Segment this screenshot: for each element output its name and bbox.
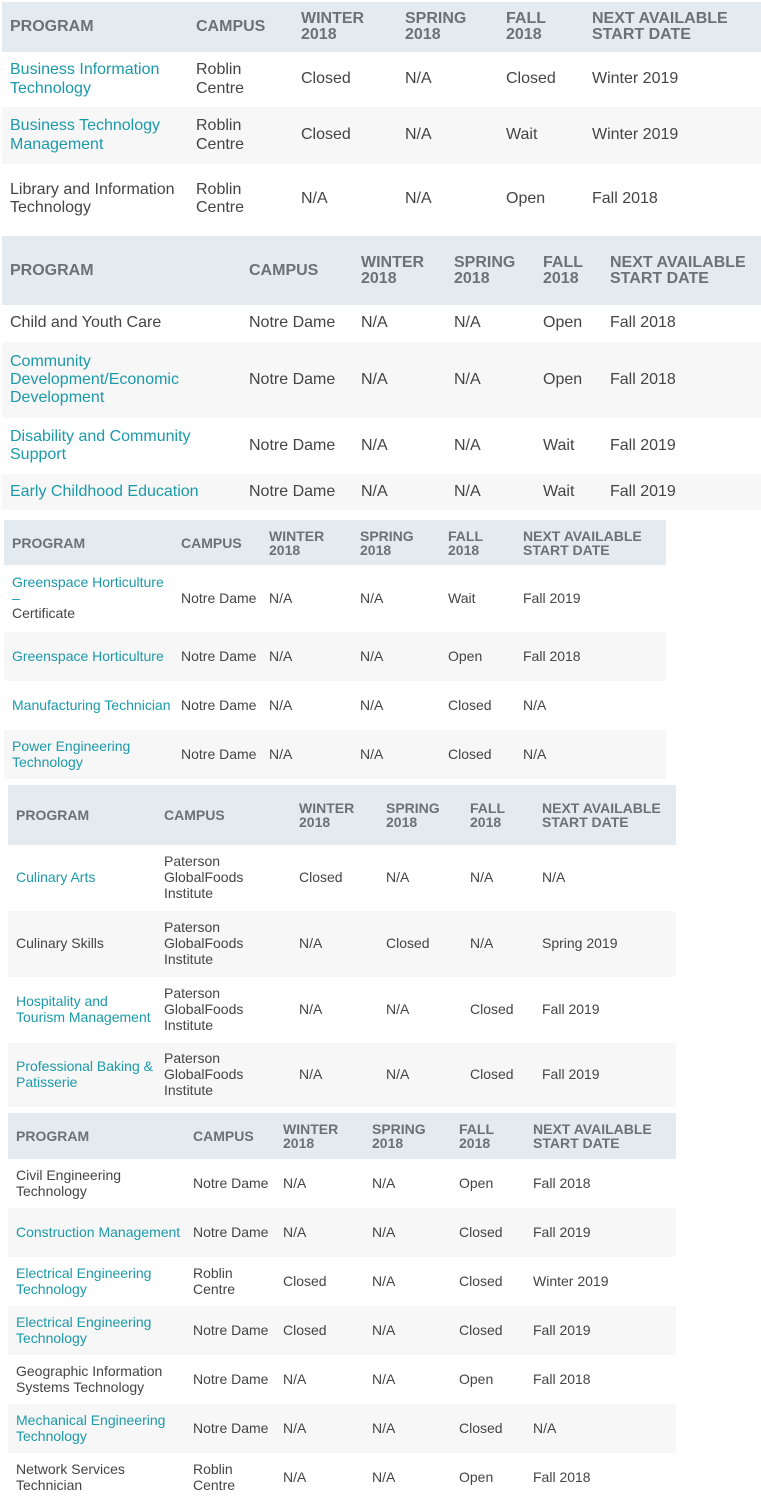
campus-cell: Notre Dame <box>249 436 336 454</box>
table-header-row <box>8 785 676 845</box>
campus-cell: Roblin Centre <box>188 107 293 164</box>
next-start-cell: Fall 2018 <box>533 1370 591 1387</box>
table-header-row <box>2 236 761 305</box>
fall-2018-cell: Closed <box>462 1043 534 1107</box>
campus-cell: Paterson GlobalFoods Institute <box>164 853 244 901</box>
table-row <box>4 632 666 681</box>
program-cell[interactable] <box>8 1306 185 1355</box>
table-row <box>2 342 761 418</box>
header-winter-2018: WINTER 2018 <box>291 785 378 845</box>
campus-cell: Notre Dame <box>241 474 353 510</box>
program-name: Civil Engineering Technology <box>16 1167 122 1199</box>
spring-2018-cell: N/A <box>360 589 384 606</box>
next-start-cell: Fall 2019 <box>610 436 676 454</box>
program-link[interactable]: Power Engineering Technology <box>12 738 131 770</box>
program-cell[interactable] <box>2 418 241 474</box>
table-row <box>8 1043 676 1107</box>
winter-2018-cell: N/A <box>269 589 293 606</box>
table-row <box>8 977 676 1043</box>
spring-2018-cell: N/A <box>364 1404 451 1453</box>
header-winter-2018: WINTER 2018 <box>293 2 397 52</box>
program-cell[interactable] <box>8 1404 185 1453</box>
program-name: Culinary Skills <box>16 936 104 952</box>
program-cell <box>8 1453 185 1502</box>
program-cell <box>8 911 156 977</box>
table-row <box>2 107 761 164</box>
spring-2018-cell: N/A <box>397 107 498 164</box>
program-cell <box>2 164 188 234</box>
spring-2018-cell: N/A <box>360 696 384 713</box>
header-winter-2018: WINTER 2018 <box>353 236 446 305</box>
fall-2018-cell: Closed <box>448 696 492 713</box>
next-start-cell: Fall 2019 <box>525 1306 676 1355</box>
campus-cell: Paterson GlobalFoods Institute <box>156 1043 291 1107</box>
spring-2018-cell: N/A <box>352 730 440 779</box>
winter-2018-cell: N/A <box>275 1208 364 1257</box>
next-start-cell: Winter 2019 <box>592 70 679 88</box>
table-row <box>8 1208 676 1257</box>
winter-2018-cell: N/A <box>283 1174 307 1191</box>
next-start-cell: N/A <box>515 730 666 779</box>
fall-2018-cell: Closed <box>451 1208 525 1257</box>
program-cell[interactable] <box>4 565 173 632</box>
header-next-available: NEXT AVAILABLE START DATE <box>525 1113 676 1159</box>
spring-2018-cell: N/A <box>352 632 440 681</box>
fall-2018-cell: Open <box>543 314 583 332</box>
header-spring-2018: SPRING 2018 <box>378 785 462 845</box>
campus-cell: Paterson GlobalFoods Institute <box>164 985 244 1033</box>
spring-2018-cell: N/A <box>405 189 432 207</box>
header-next-available: NEXT AVAILABLE START DATE <box>602 236 761 305</box>
spring-2018-cell: N/A <box>364 1306 451 1355</box>
next-start-cell: Fall 2018 <box>592 189 658 207</box>
header-spring-2018: SPRING 2018 <box>397 2 498 52</box>
campus-cell: Roblin Centre <box>193 1460 236 1493</box>
table-row <box>8 1404 676 1453</box>
fall-2018-cell: N/A <box>462 911 534 977</box>
spring-2018-cell: N/A <box>372 1272 396 1289</box>
table-row <box>8 1453 676 1502</box>
next-start-cell: Fall 2019 <box>525 1208 676 1257</box>
next-start-cell: Fall 2018 <box>610 314 676 332</box>
fall-2018-cell: Closed <box>440 730 515 779</box>
header-winter-2018: WINTER 2018 <box>275 1113 364 1159</box>
campus-cell: Notre Dame <box>193 1174 269 1191</box>
campus-cell: Notre Dame <box>181 589 257 606</box>
table-row <box>8 1159 676 1208</box>
fall-2018-cell: Closed <box>506 70 556 88</box>
next-start-cell: N/A <box>525 1404 676 1453</box>
campus-cell: Notre Dame <box>185 1404 275 1453</box>
winter-2018-cell: N/A <box>353 342 446 418</box>
program-link[interactable]: Community Development/Economic Development <box>10 352 179 407</box>
header-program: PROGRAM <box>2 2 188 52</box>
next-start-cell: Winter 2019 <box>584 107 761 164</box>
fall-2018-cell: N/A <box>470 869 494 886</box>
program-link[interactable]: Mechanical Engineering Technology <box>16 1412 166 1444</box>
spring-2018-cell: N/A <box>446 474 535 510</box>
spring-2018-cell: N/A <box>364 1208 451 1257</box>
program-cell[interactable] <box>8 1043 156 1107</box>
program-link[interactable]: Disability and Community Support <box>10 427 191 463</box>
fall-2018-cell: Open <box>459 1174 494 1191</box>
campus-cell: Roblin Centre <box>196 61 245 97</box>
winter-2018-cell: N/A <box>261 730 352 779</box>
table-header-row <box>8 1113 676 1159</box>
program-table-4 <box>8 785 676 1107</box>
header-campus: CAMPUS <box>173 520 261 565</box>
campus-cell: Notre Dame <box>173 632 261 681</box>
table-row <box>8 911 676 977</box>
winter-2018-cell: Closed <box>283 1272 327 1289</box>
campus-cell: Notre Dame <box>241 342 353 418</box>
program-link[interactable]: Electrical Engineering Technology <box>16 1314 152 1346</box>
program-link[interactable]: Electrical Engineering Technology <box>16 1265 152 1297</box>
program-cell[interactable] <box>4 730 173 779</box>
next-start-cell: Winter 2019 <box>533 1272 609 1289</box>
program-link[interactable]: Construction Management <box>16 1224 181 1240</box>
header-spring-2018: SPRING 2018 <box>352 520 440 565</box>
fall-2018-cell: Wait <box>448 589 476 606</box>
spring-2018-cell: N/A <box>386 869 410 886</box>
table-row <box>8 1257 676 1306</box>
header-program: PROGRAM <box>2 236 241 305</box>
winter-2018-cell: N/A <box>361 314 388 332</box>
program-cell[interactable] <box>8 1208 185 1257</box>
program-cell[interactable] <box>8 1257 185 1306</box>
winter-2018-cell: N/A <box>269 696 293 713</box>
winter-2018-cell: N/A <box>275 1404 364 1453</box>
spring-2018-cell: N/A <box>454 314 481 332</box>
table-row <box>2 474 761 510</box>
header-next-available: NEXT AVAILABLE START DATE <box>515 520 666 565</box>
winter-2018-cell: N/A <box>261 632 352 681</box>
header-next-available: NEXT AVAILABLE START DATE <box>584 2 761 52</box>
program-link[interactable]: Hospitality and Tourism Management <box>16 994 151 1025</box>
program-cell[interactable] <box>4 681 173 730</box>
next-start-cell: Fall 2019 <box>542 1001 600 1018</box>
header-fall-2018: FALL 2018 <box>535 236 602 305</box>
campus-cell: Notre Dame <box>173 730 261 779</box>
spring-2018-cell: N/A <box>454 436 481 454</box>
fall-2018-cell: Open <box>506 189 546 207</box>
spring-2018-cell: N/A <box>372 1174 396 1191</box>
table-row <box>2 52 761 107</box>
campus-cell: Notre Dame <box>181 696 257 713</box>
winter-2018-cell: N/A <box>291 1043 378 1107</box>
fall-2018-cell: Open <box>459 1370 494 1387</box>
campus-cell: Roblin Centre <box>196 180 245 216</box>
fall-2018-cell: Open <box>535 342 602 418</box>
next-start-cell: Fall 2018 <box>602 342 761 418</box>
program-link[interactable]: Early Childhood Education <box>10 482 199 500</box>
program-name: Geographic Information Systems Technology <box>16 1363 163 1395</box>
program-cell[interactable] <box>2 474 241 510</box>
next-start-cell: Fall 2018 <box>515 632 666 681</box>
spring-2018-cell: Closed <box>378 911 462 977</box>
header-program: PROGRAM <box>4 520 173 565</box>
header-fall-2018: FALL 2018 <box>498 2 584 52</box>
winter-2018-cell: N/A <box>361 436 388 454</box>
program-table-1 <box>2 2 761 234</box>
winter-2018-cell: Closed <box>293 107 397 164</box>
campus-cell: Roblin Centre <box>193 1264 236 1297</box>
program-cell[interactable] <box>8 845 156 911</box>
table-row <box>2 164 761 234</box>
header-spring-2018: SPRING 2018 <box>364 1113 451 1159</box>
next-start-cell: N/A <box>523 696 547 713</box>
campus-cell: Notre Dame <box>193 1370 269 1387</box>
program-table-3 <box>4 520 666 779</box>
header-campus: CAMPUS <box>185 1113 275 1159</box>
table-header-row <box>4 520 666 565</box>
program-table-5 <box>8 1113 676 1502</box>
table-row <box>8 845 676 911</box>
spring-2018-cell: N/A <box>446 342 535 418</box>
header-campus: CAMPUS <box>188 2 293 52</box>
next-start-cell: Spring 2019 <box>534 911 676 977</box>
header-fall-2018: FALL 2018 <box>462 785 534 845</box>
fall-2018-cell: Closed <box>459 1272 503 1289</box>
fall-2018-cell: Wait <box>543 436 575 454</box>
winter-2018-cell: N/A <box>301 189 328 207</box>
program-link[interactable]: Greenspace Horticulture <box>12 648 164 664</box>
fall-2018-cell: Closed <box>451 1404 525 1453</box>
program-link[interactable]: Business Technology Management <box>10 117 161 153</box>
header-fall-2018: FALL 2018 <box>440 520 515 565</box>
program-link[interactable]: Professional Baking & Patisserie <box>16 1059 153 1090</box>
winter-2018-cell: N/A <box>299 1001 323 1018</box>
next-start-cell: Fall 2018 <box>533 1468 591 1485</box>
program-cell <box>2 305 241 342</box>
program-link[interactable]: Manufacturing Technician <box>12 697 171 713</box>
campus-cell: Notre Dame <box>249 314 336 332</box>
program-cell <box>8 1159 185 1208</box>
program-link[interactable]: Business Information Technology <box>10 61 160 97</box>
program-link[interactable]: Greenspace Horticulture – <box>12 574 164 606</box>
spring-2018-cell: N/A <box>405 70 432 88</box>
header-winter-2018: WINTER 2018 <box>261 520 352 565</box>
header-next-available: NEXT AVAILABLE START DATE <box>534 785 676 845</box>
program-cell[interactable] <box>4 632 173 681</box>
program-cell[interactable] <box>2 52 188 107</box>
header-program: PROGRAM <box>8 785 156 845</box>
campus-cell: Notre Dame <box>185 1208 275 1257</box>
next-start-cell: Fall 2019 <box>602 474 761 510</box>
winter-2018-cell: Closed <box>301 70 351 88</box>
campus-cell: Paterson GlobalFoods Institute <box>156 911 291 977</box>
next-start-cell: Fall 2019 <box>523 589 581 606</box>
program-name: Library and Information Technology <box>10 180 175 216</box>
next-start-cell: N/A <box>542 869 566 886</box>
winter-2018-cell: N/A <box>291 911 378 977</box>
fall-2018-cell: Closed <box>470 1001 514 1018</box>
header-spring-2018: SPRING 2018 <box>446 236 535 305</box>
table-row <box>8 1355 676 1404</box>
table-header-row <box>2 2 761 52</box>
fall-2018-cell: Open <box>459 1468 494 1485</box>
spring-2018-cell: N/A <box>372 1468 396 1485</box>
spring-2018-cell: N/A <box>386 1001 410 1018</box>
winter-2018-cell: N/A <box>353 474 446 510</box>
header-fall-2018: FALL 2018 <box>451 1113 525 1159</box>
program-name: Child and Youth Care <box>10 314 162 332</box>
header-program: PROGRAM <box>8 1113 185 1159</box>
program-link[interactable]: Culinary Arts <box>16 870 96 886</box>
fall-2018-cell: Wait <box>535 474 602 510</box>
campus-cell: Notre Dame <box>185 1306 275 1355</box>
winter-2018-cell: Closed <box>275 1306 364 1355</box>
program-cell <box>8 1355 185 1404</box>
table-row <box>4 565 666 632</box>
spring-2018-cell: N/A <box>372 1370 396 1387</box>
winter-2018-cell: N/A <box>283 1468 307 1485</box>
program-cell[interactable] <box>8 977 156 1043</box>
program-name: Network Services Technician <box>16 1461 125 1493</box>
winter-2018-cell: N/A <box>283 1370 307 1387</box>
fall-2018-cell: Open <box>440 632 515 681</box>
program-cell[interactable] <box>2 107 188 164</box>
table-row <box>4 730 666 779</box>
header-campus: CAMPUS <box>156 785 291 845</box>
spring-2018-cell: N/A <box>378 1043 462 1107</box>
program-cell[interactable] <box>2 342 241 418</box>
header-campus: CAMPUS <box>241 236 353 305</box>
winter-2018-cell: Closed <box>299 869 343 886</box>
program-table-2 <box>2 236 761 510</box>
table-row <box>2 418 761 474</box>
table-row <box>4 681 666 730</box>
fall-2018-cell: Wait <box>498 107 584 164</box>
table-row <box>2 305 761 342</box>
next-start-cell: Fall 2019 <box>534 1043 676 1107</box>
next-start-cell: Fall 2018 <box>533 1174 591 1191</box>
program-suffix: Certificate <box>12 605 76 622</box>
table-row <box>8 1306 676 1355</box>
fall-2018-cell: Closed <box>451 1306 525 1355</box>
